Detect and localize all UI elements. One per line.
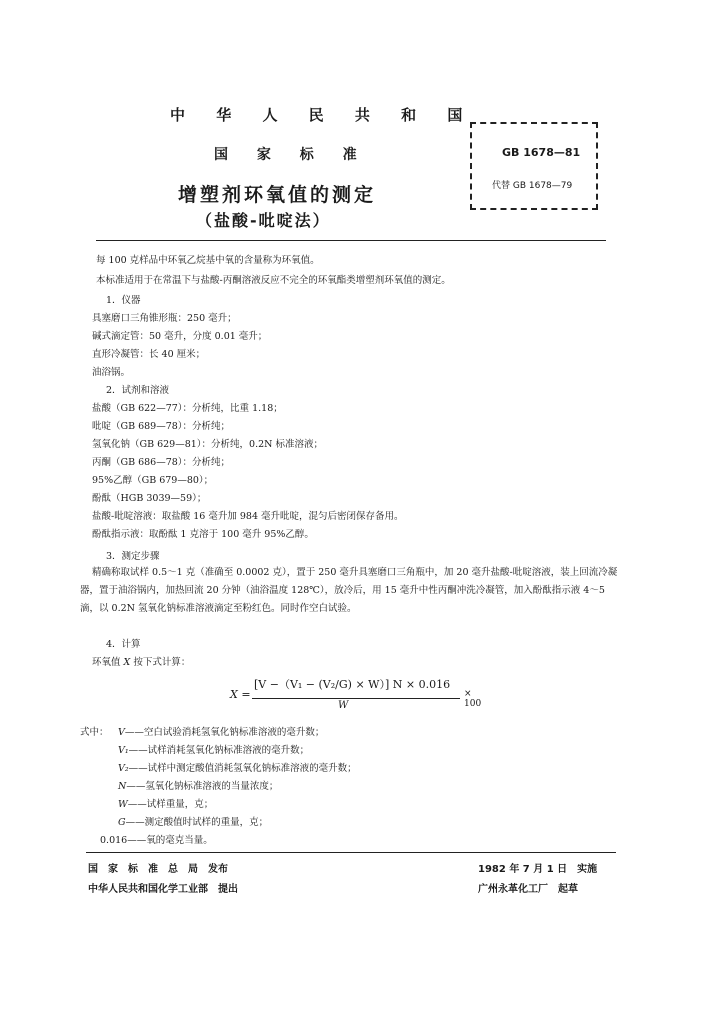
formula-fraction-bar bbox=[252, 698, 460, 699]
definition-symbol: N bbox=[118, 781, 127, 792]
formula-denominator: W bbox=[338, 700, 349, 711]
definition-row bbox=[118, 742, 309, 756]
replaces-standard: 代替 GB 1678—79 bbox=[492, 181, 573, 191]
section-2-item: 盐酸-吡啶溶液：取盐酸 16 毫升加 984 毫升吡啶，混匀后密闭保存备用。 bbox=[92, 511, 404, 522]
country-header: 中 华 人 民 共 和 国 bbox=[170, 106, 476, 124]
section-3-text: 精确称取试样 0.5～1 克（准确至 0.0002 克），置于 250 毫升具塞磨口三角瓶中，加 20 毫升盐酸-吡啶溶液，装上回流冷凝器，置于油浴锅内，加热回流 20 分钟（油浴温度 128℃），放冷后，用 15 毫升中性丙酮冲洗冷凝管，加入酚酞指示液 4～5 滴，以 0.2N 氢氧化钠标准溶液滴定至粉红色。同时作空白试验。 bbox=[80, 567, 618, 614]
definition-text: ——试样重量，克； bbox=[127, 799, 214, 810]
formula-numerator: [V −（V₁ − (V₂/G) × W）] N × 0.016 bbox=[254, 678, 451, 691]
standard-code: GB 1678—81 bbox=[502, 146, 581, 159]
definition-row bbox=[100, 832, 213, 846]
definition-text: ——试样消耗氢氧化钠标准溶液的毫升数； bbox=[128, 745, 310, 756]
issuer: 国 家 标 准 总 局 发布 bbox=[88, 864, 228, 875]
section-2-heading: 2．试剂和溶液 bbox=[106, 385, 170, 396]
section-1-item: 碱式滴定管：50 毫升，分度 0.01 毫升； bbox=[92, 331, 268, 342]
standard-number-box bbox=[470, 122, 598, 210]
section-1-item: 直形冷凝管：长 40 厘米； bbox=[92, 349, 206, 360]
calc-intro-var: X bbox=[123, 657, 131, 668]
section-3-heading: 3．测定步骤 bbox=[106, 551, 160, 562]
header-rule bbox=[96, 240, 606, 241]
section-2-item: 酚酞指示液：取酚酞 1 克溶于 100 毫升 95%乙醇。 bbox=[92, 529, 314, 540]
section-1-item: 具塞磨口三角锥形瓶：250 毫升； bbox=[92, 313, 237, 324]
definition-row bbox=[118, 724, 324, 738]
definition-row bbox=[118, 796, 213, 810]
definition-text: ——试样中测定酸值消耗氢氧化钠标准溶液的毫升数； bbox=[128, 763, 357, 774]
calc-intro-pre: 环氧值 bbox=[92, 657, 121, 668]
footer-rule bbox=[86, 852, 616, 853]
proposer: 中华人民共和国化学工业部 提出 bbox=[88, 884, 238, 895]
document-subtitle: （盐酸-吡啶法） bbox=[196, 211, 331, 230]
section-2-item: 95%乙醇（GB 679—80）； bbox=[92, 475, 214, 486]
section-2-item: 丙酮（GB 686—78）：分析纯； bbox=[92, 457, 231, 468]
calc-intro-post: 按下式计算： bbox=[133, 657, 191, 668]
definition-symbol: V₂ bbox=[118, 763, 129, 774]
epoxy-value-formula bbox=[230, 674, 490, 718]
definition-text: ——空白试验消耗氢氧化钠标准溶液的毫升数； bbox=[124, 727, 325, 738]
effective-date: 1982 年 7 月 1 日 实施 bbox=[478, 864, 598, 875]
definition-symbol: W bbox=[118, 799, 128, 810]
section-2-item: 盐酸（GB 622—77）：分析纯，比重 1.18； bbox=[92, 403, 283, 414]
formula-lhs: X = bbox=[230, 688, 251, 701]
definition-text: ——氧的毫克当量。 bbox=[127, 835, 213, 846]
definition-row bbox=[118, 760, 357, 774]
standard-type-header: 国 家 标 准 bbox=[214, 147, 369, 163]
definition-row bbox=[118, 814, 268, 828]
document-title: 增塑剂环氧值的测定 bbox=[178, 184, 377, 206]
calc-intro bbox=[92, 654, 190, 668]
definition-symbol: V bbox=[118, 727, 125, 738]
definition-text: ——测定酸值时试样的重量，克； bbox=[125, 817, 269, 828]
section-4-heading: 4．计算 bbox=[106, 639, 141, 650]
drafter: 广州永革化工厂 起草 bbox=[478, 884, 578, 895]
definition-symbol: V₁ bbox=[118, 745, 129, 756]
section-1-heading: 1．仪器 bbox=[106, 295, 141, 306]
section-2-item: 氢氧化钠（GB 629—81）：分析纯，0.2N 标准溶液； bbox=[92, 439, 324, 450]
definition-text: ——氢氧化钠标准溶液的当量浓度； bbox=[126, 781, 279, 792]
section-2-item: 吡啶（GB 689—78）：分析纯； bbox=[92, 421, 231, 432]
section-1-item: 油浴锅。 bbox=[92, 367, 131, 378]
definition-symbol: 0.016 bbox=[100, 835, 128, 846]
where-label: 式中： bbox=[80, 727, 109, 738]
section-2-item: 酚酞（HGB 3039—59）； bbox=[92, 493, 207, 504]
formula-multiplier: × 100 bbox=[464, 689, 482, 709]
intro-line-1: 每 100 克样品中环氧乙烷基中氧的含量称为环氧值。 bbox=[96, 255, 320, 266]
intro-line-2: 本标准适用于在常温下与盐酸-丙酮溶液反应不完全的环氧酯类增塑剂环氧值的测定。 bbox=[96, 275, 451, 286]
definition-symbol: G bbox=[118, 817, 126, 828]
definition-row bbox=[118, 778, 278, 792]
